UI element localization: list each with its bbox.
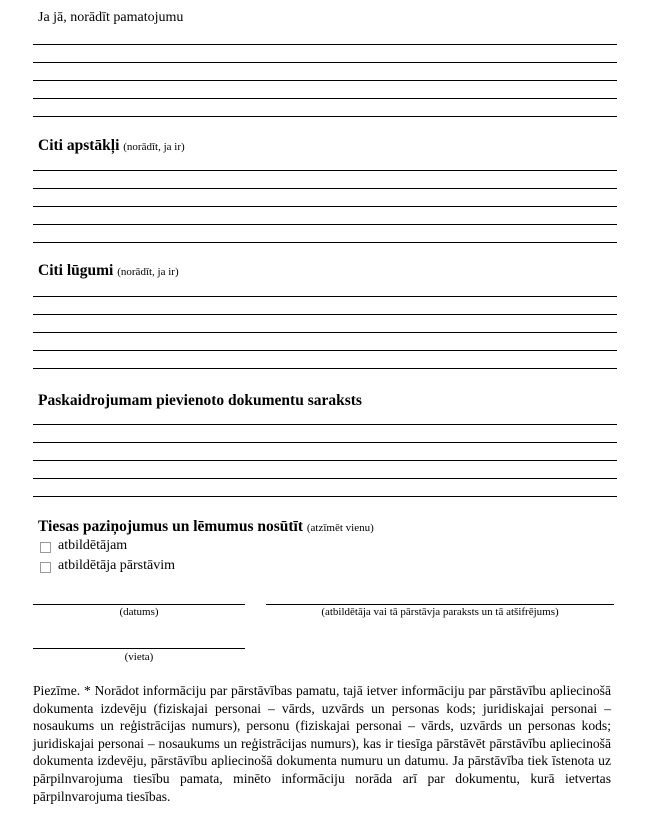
option-representative-label: atbildētāja pārstāvim [58, 558, 176, 573]
requests-line-4[interactable] [33, 350, 617, 351]
circumstances-line-2[interactable] [33, 188, 617, 189]
basis-line-4[interactable] [33, 98, 617, 99]
requests-title: Citi lūgumi [38, 262, 114, 279]
circumstances-hint: (norādīt, ja ir) [123, 141, 185, 153]
basis-line-1[interactable] [33, 44, 617, 45]
date-line[interactable] [33, 604, 245, 605]
circumstances-line-3[interactable] [33, 206, 617, 207]
circumstances-line-5[interactable] [33, 242, 617, 243]
signature-line[interactable] [266, 604, 614, 605]
option-defendant-label: atbildētājam [58, 538, 128, 553]
option-representative-checkbox[interactable] [40, 562, 51, 573]
requests-heading [38, 262, 179, 280]
delivery-title: Tiesas paziņojumus un lēmumus nosūtīt [38, 518, 304, 535]
circumstances-line-4[interactable] [33, 224, 617, 225]
basis-label: Ja jā, norādīt pamatojumu [38, 10, 184, 25]
requests-line-3[interactable] [33, 332, 617, 333]
signature-caption: (atbildētāja vai tā pārstāvja paraksts un tā atšifrējums) [321, 606, 559, 618]
basis-line-5[interactable] [33, 116, 617, 117]
documents-heading: Paskaidrojumam pievienoto dokumentu saraksts [38, 392, 362, 409]
documents-line-3[interactable] [33, 460, 617, 461]
documents-line-1[interactable] [33, 424, 617, 425]
place-caption: (vieta) [124, 651, 154, 663]
basis-line-2[interactable] [33, 62, 617, 63]
option-defendant-checkbox[interactable] [40, 542, 51, 553]
place-line[interactable] [33, 648, 245, 649]
requests-line-1[interactable] [33, 296, 617, 297]
delivery-heading [38, 518, 374, 536]
documents-line-2[interactable] [33, 442, 617, 443]
date-caption: (datums) [119, 606, 159, 618]
circumstances-heading [38, 137, 185, 155]
documents-line-5[interactable] [33, 496, 617, 497]
circumstances-title: Citi apstākļi [38, 137, 120, 154]
footnote-text: Piezīme. * Norādot informāciju par pārstāvības pamatu, tajā ietver informāciju par pārstāvību apliecinošā dokumenta izdevēju (fiziskajai personai – vārds, uzvārds un personas kods; juridiskajai personai – nosaukums un reģistrācijas numurs), personu (fiziskajai personai – vārds, uzvārds un personas kods; juridiskajai personai – nosaukums un reģistrācijas numurs), kas ir tiesīga pārstāvēt pārstāvību apliecinošā dokumenta izdevēju, pārstāvību apliecinošā dokumenta numuru un datumu. Ja pārstāvība tiek īstenota uz pārpilnvarojuma tiesību pamata, minēto informāciju norāda arī par dokumentu, kurā ietvertas pārpilnvarojuma tiesības. [33, 683, 611, 804]
requests-line-2[interactable] [33, 314, 617, 315]
circumstances-line-1[interactable] [33, 170, 617, 171]
basis-line-3[interactable] [33, 80, 617, 81]
documents-line-4[interactable] [33, 478, 617, 479]
delivery-hint: (atzīmēt vienu) [306, 522, 374, 534]
requests-hint: (norādīt, ja ir) [117, 266, 179, 278]
requests-line-5[interactable] [33, 368, 617, 369]
